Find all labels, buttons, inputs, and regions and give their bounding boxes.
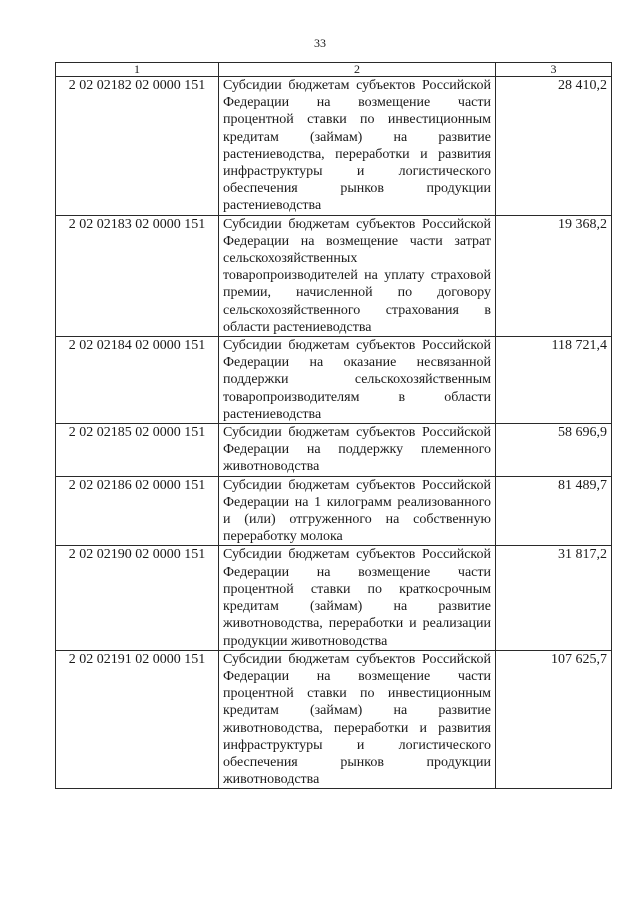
budget-code: 2 02 02182 02 0000 151 [56, 77, 219, 216]
row-amount: 28 410,2 [496, 77, 612, 216]
column-header-code: 1 [56, 63, 219, 77]
row-amount: 118 721,4 [496, 337, 612, 424]
budget-code: 2 02 02183 02 0000 151 [56, 215, 219, 336]
row-description: Субсидии бюджетам субъектов Российской Федерации на 1 килограмм реализованного и (или) отгруженного на собственную переработку молока [219, 476, 496, 546]
budget-code: 2 02 02185 02 0000 151 [56, 424, 219, 477]
budget-revenue-table [55, 62, 612, 789]
column-header-description: 2 [219, 63, 496, 77]
row-amount: 31 817,2 [496, 546, 612, 650]
budget-code: 2 02 02186 02 0000 151 [56, 476, 219, 546]
budget-code: 2 02 02184 02 0000 151 [56, 337, 219, 424]
table-row [56, 650, 612, 789]
table-row [56, 215, 612, 336]
row-description: Субсидии бюджетам субъектов Российской Федерации на возмещение части процентной ставки по инвестиционным кредитам (займам) на развитие растениеводства, переработки и развития инфраструктуры и логистического обеспечения рынков продукции растениеводства [219, 77, 496, 216]
row-description: Субсидии бюджетам субъектов Российской Федерации на оказание несвязанной поддержки сельскохозяйственным товаропроизводителям в области растениеводства [219, 337, 496, 424]
table-row [56, 476, 612, 546]
table-row [56, 424, 612, 477]
budget-code: 2 02 02191 02 0000 151 [56, 650, 219, 789]
budget-code: 2 02 02190 02 0000 151 [56, 546, 219, 650]
row-amount: 19 368,2 [496, 215, 612, 336]
table-row [56, 337, 612, 424]
row-amount: 58 696,9 [496, 424, 612, 477]
row-description: Субсидии бюджетам субъектов Российской Федерации на возмещение части процентной ставки по инвестиционным кредитам (займам) на развитие животноводства, переработки и развития инфраструктуры и логистического обеспечения рынков продукции животноводства [219, 650, 496, 789]
column-header-amount: 3 [496, 63, 612, 77]
table-row [56, 546, 612, 650]
row-amount: 107 625,7 [496, 650, 612, 789]
table-header-row [56, 63, 612, 77]
row-description: Субсидии бюджетам субъектов Российской Федерации на поддержку племенного животноводства [219, 424, 496, 477]
row-description: Субсидии бюджетам субъектов Российской Федерации на возмещение части процентной ставки по краткосрочным кредитам (займам) на развитие животноводства, переработки и реализации продукции животноводства [219, 546, 496, 650]
table-row [56, 77, 612, 216]
page-number: 33 [314, 36, 326, 50]
row-amount: 81 489,7 [496, 476, 612, 546]
row-description: Субсидии бюджетам субъектов Российской Федерации на возмещение части затрат сельскохозяйственных товаропроизводителей на уплату страховой премии, начисленной по договору сельскохозяйственного страхования в области растениеводства [219, 215, 496, 336]
